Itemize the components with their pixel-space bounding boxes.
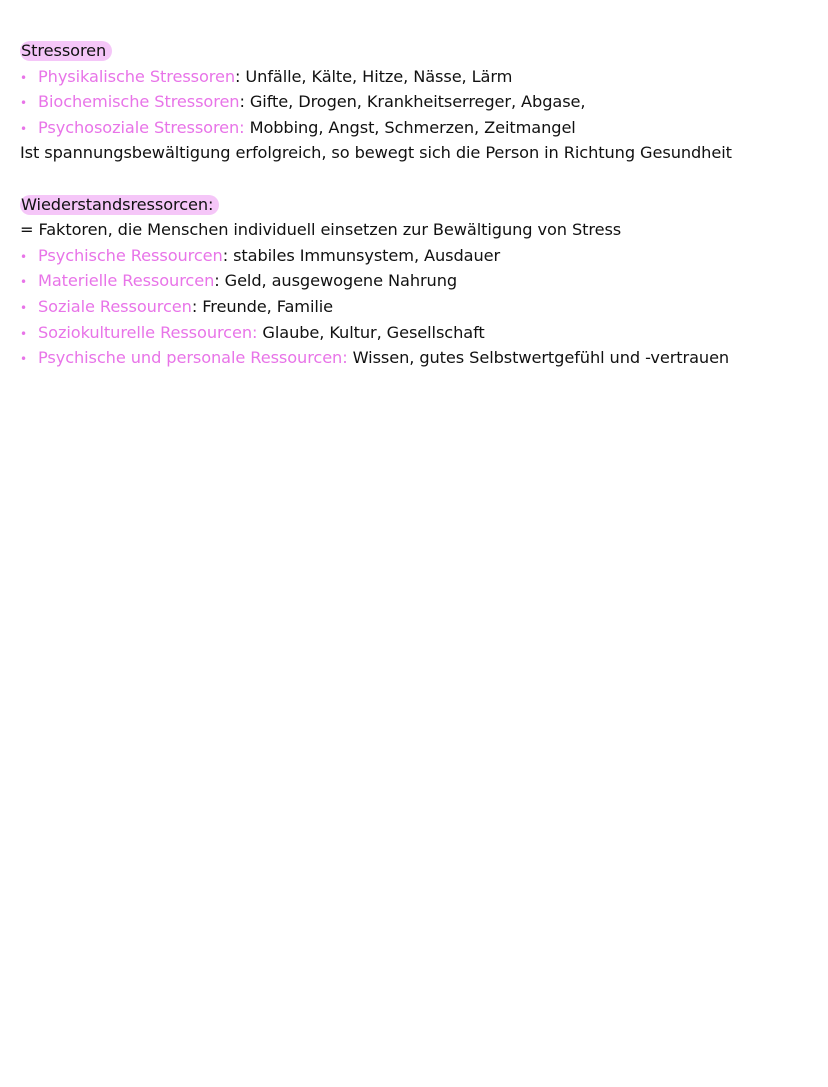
list-item-desc: : Geld, ausgewogene Nahrung [214, 271, 458, 291]
section-heading-row [20, 38, 820, 64]
bullet-icon: • [20, 326, 27, 341]
list-item-term: Materielle Ressourcen [38, 271, 215, 291]
section-heading-stressoren: Stressoren [20, 41, 112, 61]
list-item-term: Biochemische Stressoren [38, 92, 240, 112]
section-heading-row [20, 192, 820, 218]
list-item [20, 64, 820, 90]
list-item-term: Soziokulturelle Ressourcen: [38, 322, 258, 342]
list-item [20, 320, 820, 346]
list-item [20, 115, 820, 141]
section-definition: = Faktoren, die Menschen individuell einsetzen zur Bewältigung von Stress [20, 220, 622, 240]
list-item [20, 243, 820, 269]
list-item [20, 89, 820, 115]
list-item-desc: Mobbing, Angst, Schmerzen, Zeitmangel [244, 117, 576, 137]
list-item-desc: Wissen, gutes Selbstwertgefühl und -vertrauen [347, 348, 730, 368]
list-item [20, 345, 820, 371]
bullet-icon: • [20, 96, 27, 111]
bullet-icon: • [20, 300, 27, 315]
list-item [20, 268, 820, 294]
section-heading-wiederstandsressorcen: Wiederstandsressorcen: [20, 195, 219, 215]
list-item-term: Psychosoziale Stressoren: [38, 117, 245, 137]
document-page [20, 38, 820, 371]
list-item-desc: : Unfälle, Kälte, Hitze, Nässe, Lärm [235, 66, 513, 86]
bullet-icon: • [20, 70, 27, 85]
list-item-term: Psychische Ressourcen [38, 245, 223, 265]
list-item-desc: Glaube, Kultur, Gesellschaft [257, 322, 485, 342]
list-item-term: Physikalische Stressoren [38, 66, 236, 86]
list-item-desc: : Freunde, Familie [191, 296, 334, 316]
list-item-desc: : Gifte, Drogen, Krankheitserreger, Abgase, [239, 92, 586, 112]
bullet-icon: • [20, 249, 27, 264]
section-note: Ist spannungsbewältigung erfolgreich, so bewegt sich die Person in Richtung Gesundheit [20, 143, 732, 163]
section-spacer [20, 166, 820, 192]
bullet-icon: • [20, 275, 27, 290]
list-item-term: Psychische und personale Ressourcen: [38, 348, 348, 368]
list-item-desc: : stabiles Immunsystem, Ausdauer [222, 245, 501, 265]
bullet-icon: • [20, 352, 27, 367]
bullet-icon: • [20, 121, 27, 136]
list-item-term: Soziale Ressourcen [38, 296, 192, 316]
list-item [20, 294, 820, 320]
